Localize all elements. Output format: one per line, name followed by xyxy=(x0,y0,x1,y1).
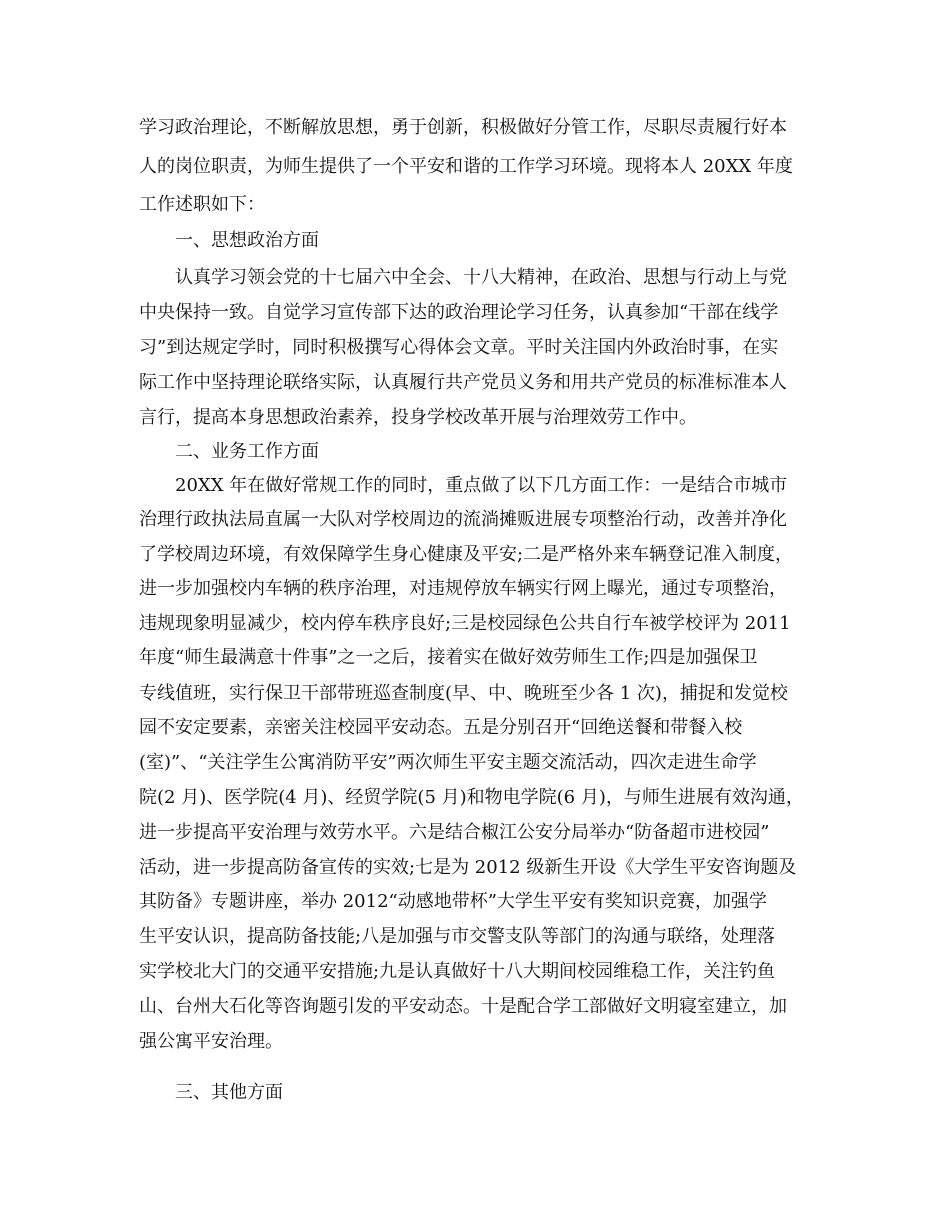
text-line: 际工作中坚持理论联络实际，认真履行共产党员义务和用共产党员的标准标准本人 xyxy=(139,372,787,393)
text-line: 进一步加强校内车辆的秩序治理，对违规停放车辆实行网上曝光，通过专项整治， xyxy=(139,578,787,599)
text-line: 院(2 月)、医学院(4 月)、经贸学院(5 月)和物电学院(6 月)，与师生进展有效沟通， xyxy=(139,787,804,808)
text-line: 专线值班，实行保卫干部带班巡查制度(早、中、晚班至少各 1 次)，捕捉和发觉校 xyxy=(139,683,788,704)
text-line: 20XX 年在做好常规工作的同时，重点做了以下几方面工作：一是结合市城市 xyxy=(175,475,788,496)
text-line: 山、台州大石化等咨询题引发的平安动态。十是配合学工部做好文明寝室建立，加 xyxy=(139,996,787,1017)
text-line: 了学校周边环境，有效保障学生身心健康及平安;二是严格外来车辆登记准入制度， xyxy=(139,544,794,565)
text-line: 活动，进一步提高防备宣传的实效;七是为 2012 级新生开设《大学生平安咨询题及 xyxy=(139,857,797,878)
text-line: 其防备》专题讲座，举办 2012“动感地带杯”大学生平安有奖知识竞赛，加强学 xyxy=(139,891,767,912)
text-line: 学习政治理论，不断解放思想，勇于创新，积极做好分管工作，尽职尽责履行好本 xyxy=(139,117,787,138)
text-line: 进一步提高平安治理与效劳水平。六是结合椒江公安分局举办“防备超市进校园” xyxy=(139,822,770,843)
text-line: 生平安认识，提高防备技能;八是加强与市交警支队等部门的沟通与联络，处理落 xyxy=(139,926,776,947)
text-line: 年度“师生最满意十件事”之一之后，接着实在做好效劳师生工作;四是加强保卫 xyxy=(139,647,758,668)
text-line: 园不安定要素，亲密关注校园平安动态。五是分别召开“回绝送餐和带餐入校 xyxy=(139,717,743,738)
text-line: 人的岗位职责，为师生提供了一个平安和谐的工作学习环境。现将本人 20XX 年度 xyxy=(139,156,793,177)
text-line: 习”到达规定学时，同时积极撰写心得体会文章。平时关注国内外政治时事，在实 xyxy=(139,337,779,358)
text-line: (室)”、“关注学生公寓消防平安”两次师生平安主题交流活动，四次走进生命学 xyxy=(139,752,757,773)
text-line: 实学校北大门的交通平安措施;九是认真做好十八大期间校园维稳工作，关注钓鱼 xyxy=(139,961,776,982)
text-line: 中央保持一致。自觉学习宣传部下达的政治理论学习任务，认真参加“干部在线学 xyxy=(139,302,779,323)
text-line: 认真学习领会党的十七届六中全会、十八大精神，在政治、思想与行动上与党 xyxy=(175,267,787,288)
section-heading: 二、业务工作方面 xyxy=(175,441,319,462)
text-line: 工作述职如下： xyxy=(139,194,265,215)
text-line: 违规现象明显减少，校内停车秩序良好;三是校园绿色公共自行车被学校评为 2011 xyxy=(139,613,791,634)
section-heading: 三、其他方面 xyxy=(175,1082,283,1103)
text-line: 强公寓平安治理。 xyxy=(139,1031,283,1052)
text-line: 治理行政执法局直属一大队对学校周边的流淌摊贩进展专项整治行动，改善并净化 xyxy=(139,509,787,530)
text-line: 言行，提高本身思想政治素养，投身学校改革开展与治理效劳工作中。 xyxy=(139,407,697,428)
section-heading: 一、思想政治方面 xyxy=(175,230,319,251)
